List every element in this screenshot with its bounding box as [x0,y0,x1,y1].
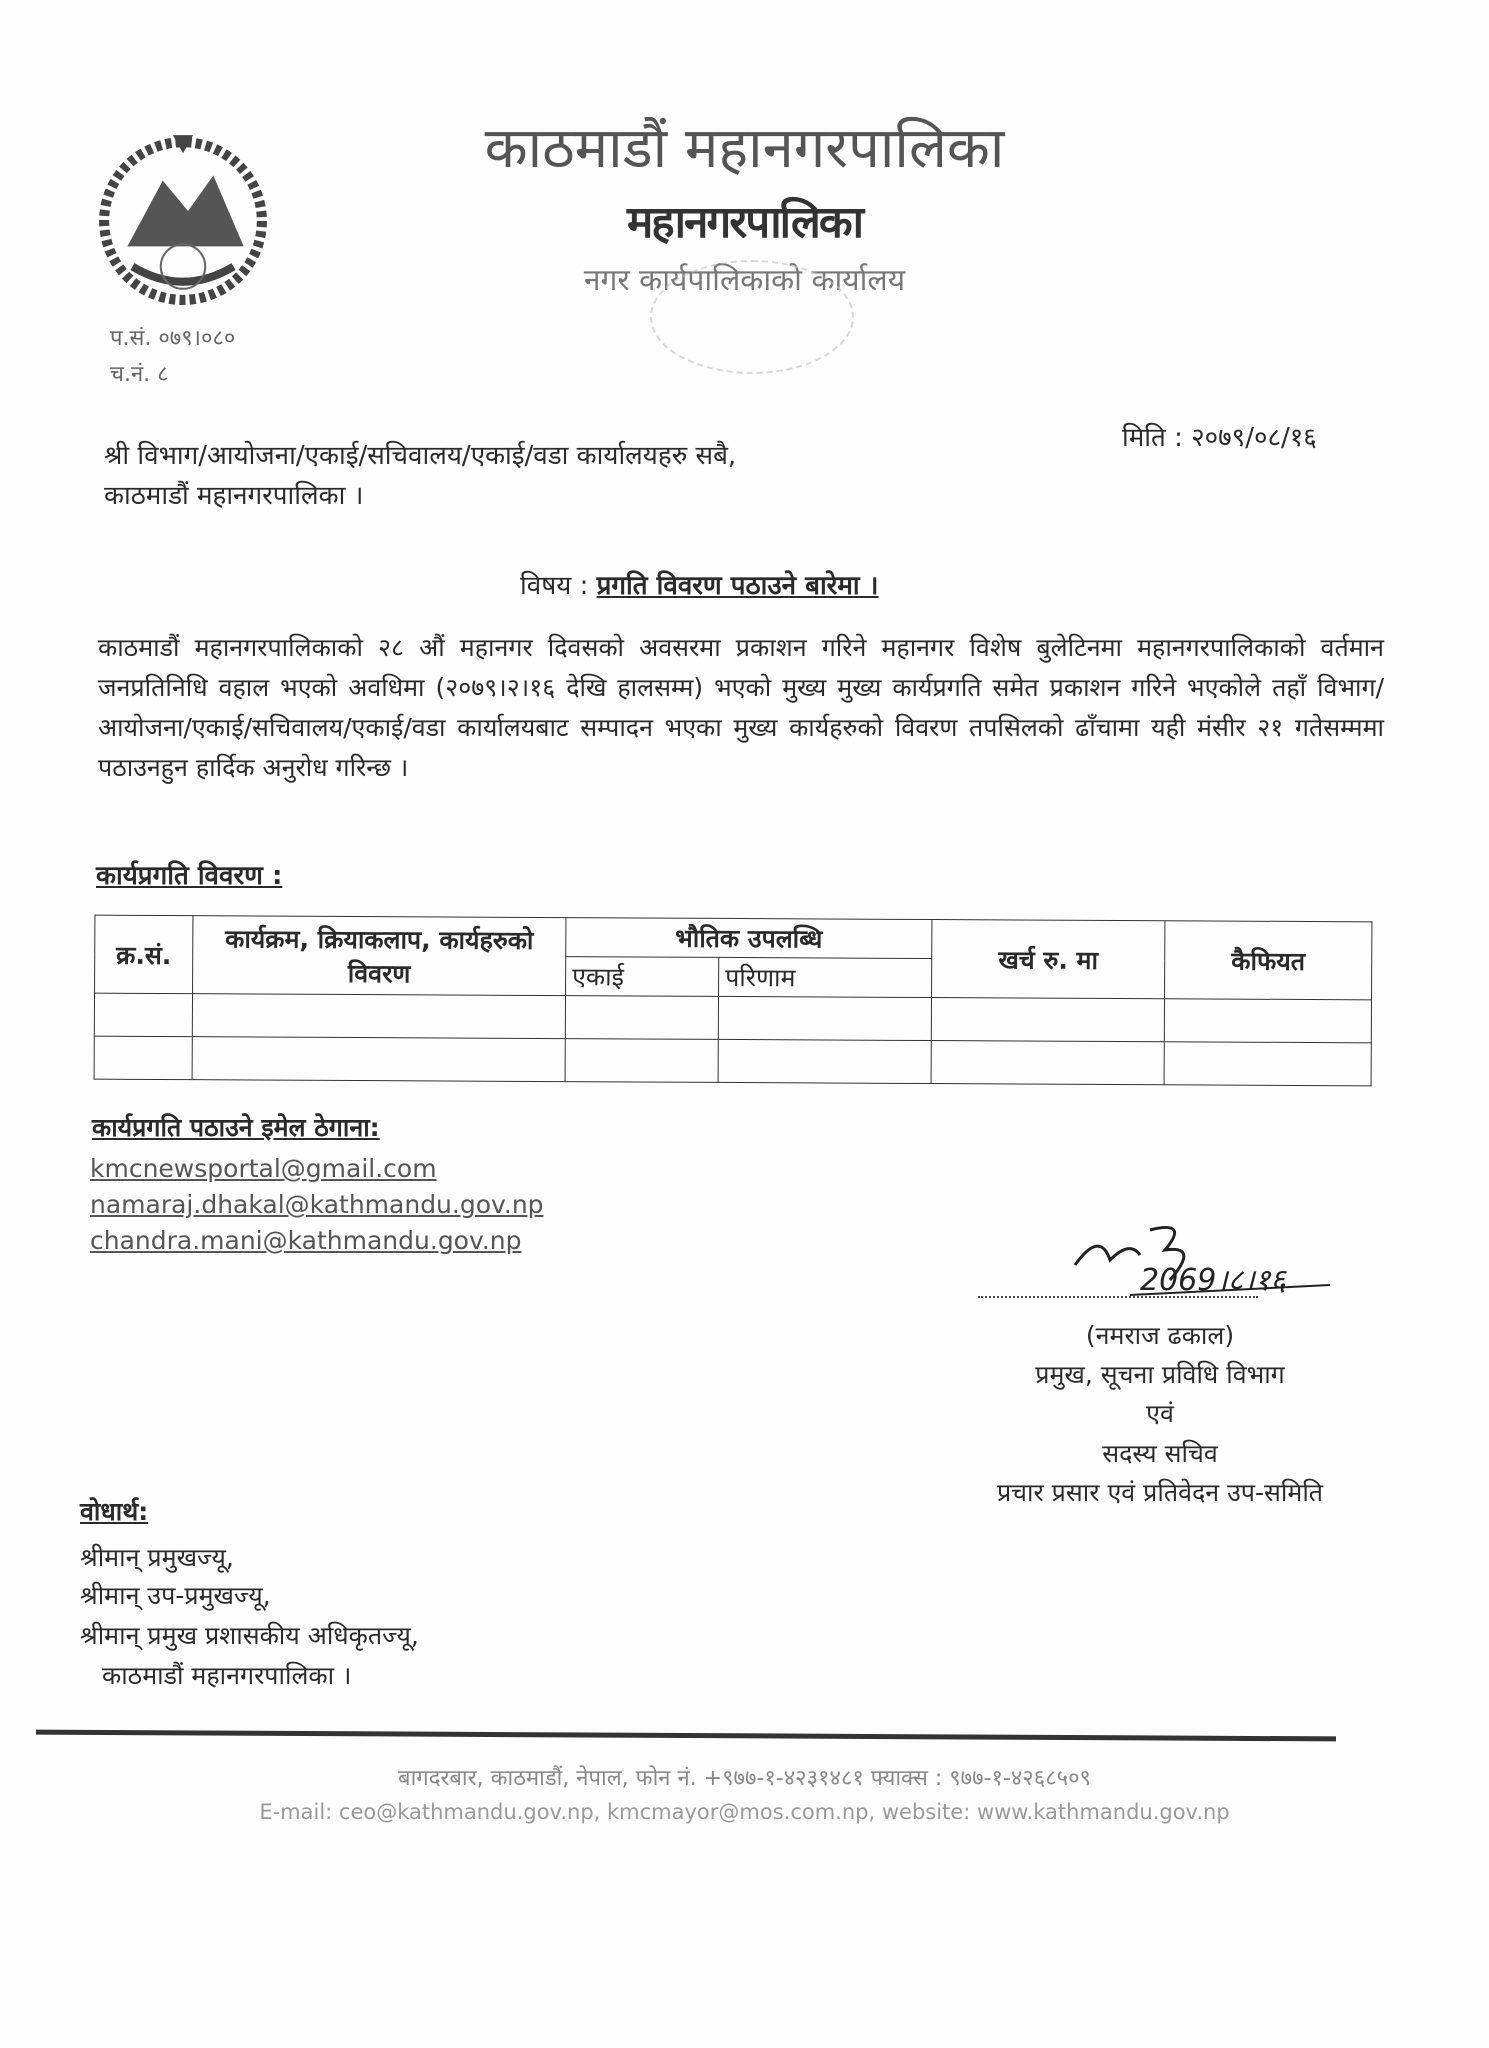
subject-label: विषय : [520,571,589,601]
footer-divider [36,1730,1336,1742]
col-physical: भौतिक उपलब्धि [566,918,932,959]
signatory-title: एवं [1146,1399,1174,1428]
dispatch-number: च.नं. ८ [110,362,169,387]
col-remarks: कैफियत [1165,921,1372,1000]
subject-line [520,566,879,602]
signatory-title: प्रमुख, सूचना प्रविधि विभाग [1035,1360,1285,1389]
signatory-name: (नमराज ढकाल) [1085,1321,1235,1350]
section-heading: कार्यप्रगति विवरण : [96,861,283,891]
signatory-title: सदस्य सचिव [1102,1439,1218,1468]
letterhead-office: नगर कार्यपालिकाको कार्यालय [583,263,906,298]
subject-text: प्रगति विवरण पठाउने बारेमा । [596,571,879,601]
addressee-line: काठमाडौं महानगरपालिका । [104,481,364,511]
cc-item: श्रीमान् उप-प्रमुखज्यू, [80,1581,271,1610]
col-unit: एकाई [566,957,719,997]
handwritten-signature [1070,1210,1340,1310]
email-link[interactable]: namaraj.dhakal@kathmandu.gov.np [90,1190,544,1219]
addressee-line: श्री विभाग/आयोजना/एकाई/सचिवालय/एकाई/वडा कार्यालयहरु सबै, [104,441,737,471]
footer-address: बागदरबार, काठमाडौं, नेपाल, फोन नं. +९७७-१-४२३१४८१ फ्याक्स : ९७७-१-४२६८५०९ [398,1766,1091,1791]
col-program: कार्यक्रम, क्रियाकलाप, कार्यहरुको विवरण [193,916,566,996]
email-heading: कार्यप्रगति पठाउने इमेल ठेगाना: [92,1113,380,1142]
body-paragraph: काठमाडौं महानगरपालिकाको २८ औं महानगर दिवसको अवसरमा प्रकाशन गरिने महानगर विशेष बुलेटिनमा महानगरपालिकाको वर्तमान जनप्रतिनिधि वहाल भएको अवधिमा (२०७९।२।१६ देखि हालसम्म) भएको मुख्य मुख्य कार्यप्रगति समेत प्रकाशन गरिने भएकोले तहाँ विभाग/आयोजना/एकाई/सचिवालय/एकाई/वडा कार्यालयबाट सम्पादन भएका मुख्य कार्यहरुको विवरण तपसिलको ढाँचामा यही मंसीर २१ गतेसम्ममा पठाउनहुन हार्दिक अनुरोध गरिन्छ । [98,633,1384,782]
svg-text:2069।८।१६: 2069।८।१६ [1140,1263,1286,1298]
cc-item: श्रीमान् प्रमुखज्यू, [80,1543,234,1572]
signature-line [978,1296,1258,1298]
office-stamp [650,260,854,374]
cc-item: काठमाडौं महानगरपालिका । [102,1661,352,1690]
letterhead-title: काठमाडौं महानगरपालिका [484,116,1005,181]
cc-heading: वोधार्थ: [80,1497,149,1526]
email-link[interactable]: kmcnewsportal@gmail.com [90,1154,437,1183]
col-sn: क्र.सं. [95,915,193,994]
footer-contact: E-mail: ceo@kathmandu.gov.np, kmcmayor@mos.com.np, website: www.kathmandu.gov.np [259,1800,1230,1824]
email-link[interactable]: chandra.mani@kathmandu.gov.np [90,1226,522,1255]
table-row [94,1036,1371,1086]
cc-item: श्रीमान् प्रमुख प्रशासकीय अधिकृतज्यू, [80,1621,419,1650]
progress-table [94,915,1373,1087]
reference-number: प.सं. ०७९।०८० [110,326,236,351]
signatory-title: प्रचार प्रसार एवं प्रतिवेदन उप-समिति [996,1478,1324,1507]
letter-date: मिति : २०७९/०८/१६ [1122,423,1317,453]
table-row [94,993,1371,1043]
letterhead-subtitle: महानगरपालिका [626,197,863,248]
col-cost: खर्च रु. मा [932,920,1165,999]
col-quantity: परिणाम [719,957,932,997]
